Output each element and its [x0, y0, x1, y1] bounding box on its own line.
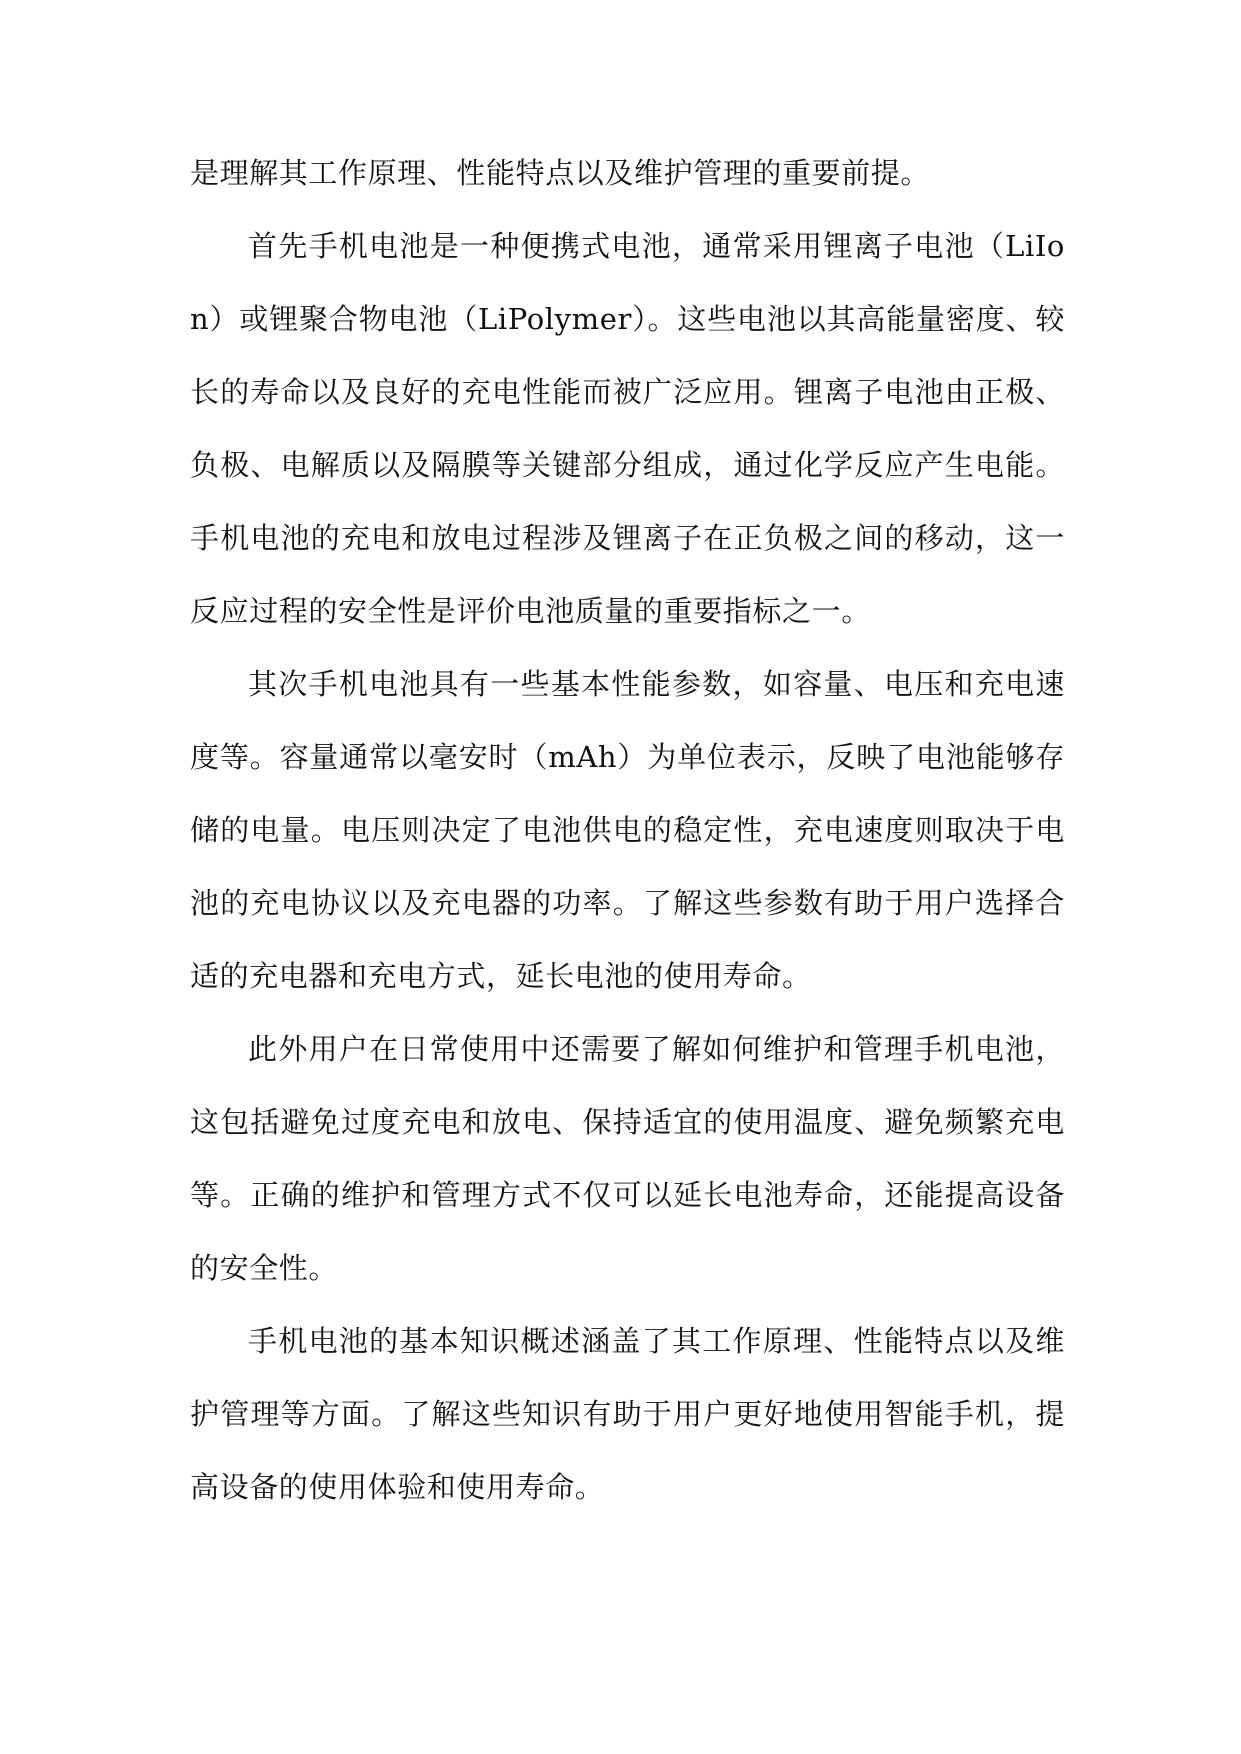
document-body — [190, 137, 1065, 1524]
paragraph-4: 此外用户在日常使用中还需要了解如何维护和管理手机电池，这包括避免过度充电和放电、保持适宜的使用温度、避免频繁充电等。正确的维护和管理方式不仅可以延长电池寿命，还能提高设备的安全性。 — [190, 1032, 1065, 1285]
paragraph-1: 是理解其工作原理、性能特点以及维护管理的重要前提。 — [190, 156, 931, 190]
paragraph-5: 手机电池的基本知识概述涵盖了其工作原理、性能特点以及维护管理等方面。了解这些知识有助于用户更好地使用智能手机，提高设备的使用体验和使用寿命。 — [190, 1324, 1065, 1504]
paragraph-3: 其次手机电池具有一些基本性能参数，如容量、电压和充电速度等。容量通常以毫安时（mAh）为单位表示，反映了电池能够存储的电量。电压则决定了电池供电的稳定性，充电速度则取决于电池的充电协议以及充电器的功率。了解这些参数有助于用户选择合适的充电器和充电方式，延长电池的使用寿命。 — [190, 667, 1065, 993]
paragraph-2: 首先手机电池是一种便携式电池，通常采用锂离子电池（LiIon）或锂聚合物电池（LiPolymer）。这些电池以其高能量密度、较长的寿命以及良好的充电性能而被广泛应用。锂离子电池由正极、负极、电解质以及隔膜等关键部分组成，通过化学反应产生电能。手机电池的充电和放电过程涉及锂离子在正负极之间的移动，这一反应过程的安全性是评价电池质量的重要指标之一。 — [190, 229, 1065, 628]
